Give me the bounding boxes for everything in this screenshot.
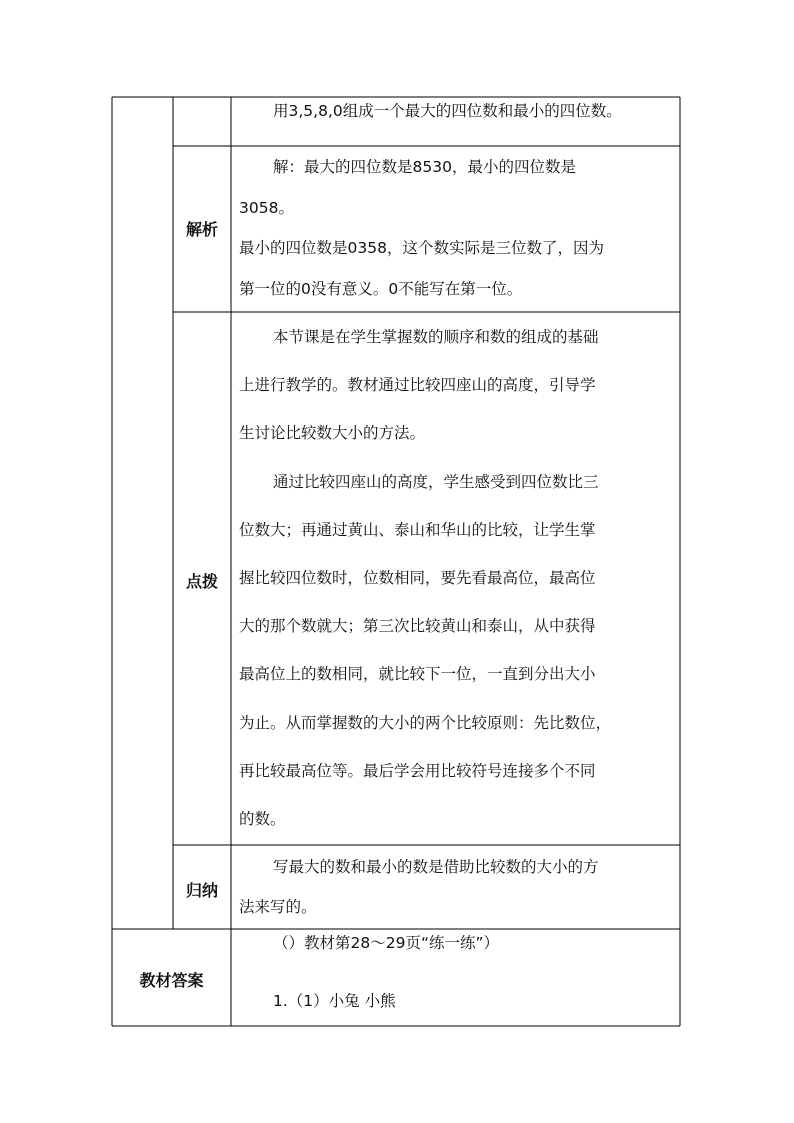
dianbo-content [239, 313, 679, 843]
dianbo-line-6: 握比较四位数时，位数相同，要先看最高位，最高位 [239, 569, 596, 588]
dianbo-line-8: 最高位上的数相同，就比较下一位，一直到分出大小 [239, 665, 596, 684]
answer-line-2 [239, 958, 679, 987]
dianbo-label: 点拨 [185, 572, 218, 591]
dianbo-line-3: 生讨论比较数大小的方法。 [239, 424, 426, 443]
answer-line-3: 1.（1）小兔 小熊 [273, 992, 396, 1010]
dianbo-line-10: 再比较最高位等。最后学会用比较符号连接多个不同 [239, 761, 596, 780]
answer-content [239, 929, 679, 1016]
question-text: 用3,5,8,0组成一个最大的四位数和最小的四位数。 [273, 102, 622, 120]
guina-label: 归纳 [185, 881, 218, 900]
jiexi-line-4: 第一位的0没有意义。0不能写在第一位。 [239, 279, 523, 298]
answer-line-1: （）教材第28～29页“练一练”） [273, 934, 500, 952]
jiexi-content [239, 147, 679, 309]
dianbo-line-2: 上进行教学的。教材通过比较四座山的高度，引导学 [239, 376, 596, 395]
jiexi-label: 解析 [185, 220, 218, 239]
jiexi-line-2: 3058。 [239, 198, 294, 217]
dianbo-line-11: 的数。 [239, 810, 286, 829]
jiexi-line-1: 解：最大的四位数是8530，最小的四位数是 [273, 158, 576, 176]
dianbo-line-4: 通过比较四座山的高度，学生感受到四位数比三 [273, 472, 599, 491]
dianbo-line-7: 大的那个数就大；第三次比较黄山和泰山，从中获得 [239, 617, 596, 636]
dianbo-line-5: 位数大；再通过黄山、泰山和华山的比较，让学生掌 [239, 520, 596, 539]
question-cell [239, 97, 679, 145]
dianbo-line-9: 为止。从而掌握数的大小的两个比较原则：先比数位， [239, 713, 612, 732]
guina-line-1: 写最大的数和最小的数是借助比较数的大小的方 [273, 858, 599, 876]
guina-content [239, 847, 679, 927]
jiexi-line-3: 最小的四位数是0358，这个数实际是三位数了，因为 [239, 239, 604, 257]
dianbo-line-1: 本节课是在学生掌握数的顺序和数的组成的基础 [273, 328, 599, 346]
guina-line-2: 法来写的。 [239, 898, 317, 916]
answer-label: 教材答案 [139, 971, 204, 990]
